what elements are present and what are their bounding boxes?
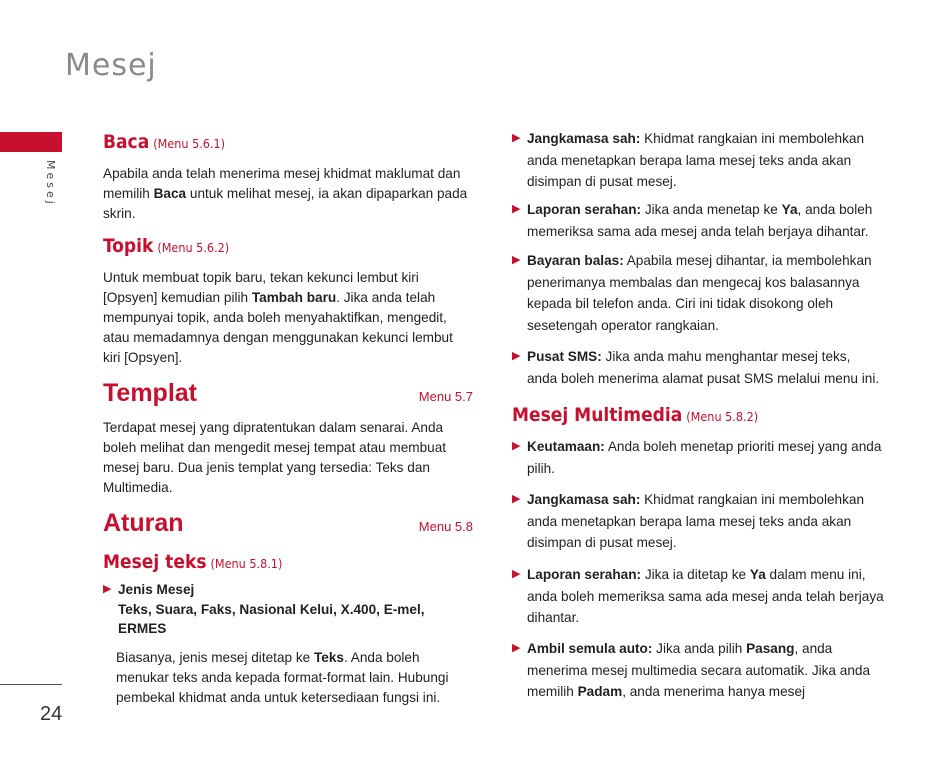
list-item: [512, 638, 884, 703]
text: Khidmat rangkaian ini membolehkan anda menetapkan berapa lama mesej teks anda akan disimpan di pusat mesej.: [527, 131, 865, 189]
section-heading-large: [103, 508, 473, 542]
arrow-bullet-icon: ▶: [512, 254, 521, 266]
bold-text: Tambah baru: [251, 290, 337, 305]
text: Apabila mesej dihantar, ia membolehkan penerimanya membalas dan mengecaj kos balasannya kepada bil telefon anda. Ciri ini tidak disokong oleh sesetengah operator rangkaian.: [527, 253, 872, 333]
text: Khidmat rangkaian ini membolehkan anda menetapkan berapa lama mesej teks anda akan disimpan di pusat mesej.: [527, 492, 865, 550]
text: Biasanya, jenis mesej ditetap ke: [116, 650, 314, 665]
text: , anda menerima hanya mesej: [622, 684, 806, 699]
arrow-bullet-icon: ▶: [512, 350, 521, 362]
list-item: [512, 250, 884, 336]
arrow-bullet-icon: ▶: [512, 642, 521, 654]
side-tab-label: Mesej: [44, 160, 57, 207]
paragraph: [116, 648, 473, 708]
section-baca: [103, 130, 473, 224]
bullet-label: Bayaran balas:: [527, 253, 624, 268]
bullet-label: Jangkamasa sah:: [527, 492, 641, 507]
bold-text: Baca: [153, 186, 187, 201]
menu-ref: (Menu 5.8.2): [686, 409, 759, 424]
section-heading: [103, 234, 473, 260]
text: Jika anda pilih: [652, 641, 747, 656]
chapter-marker-bar: [0, 132, 62, 152]
list-item: [512, 346, 884, 389]
text: dalam menu ini, anda boleh memeriksa sama ada mesej anda telah berjaya dihantar.: [527, 567, 884, 625]
section-heading-large: [103, 378, 473, 412]
chapter-title: Mesej: [65, 48, 157, 83]
bullet-label: Jenis Mesej: [118, 582, 195, 597]
text: untuk melihat mesej, ia akan dipaparkan pada skrin.: [103, 186, 468, 221]
section-heading: [512, 403, 884, 429]
page-number: 24: [40, 703, 63, 725]
section-heading: [103, 130, 473, 156]
section-mesej-teks: [103, 550, 473, 705]
bullet-label: Keutamaan:: [527, 439, 605, 454]
menu-ref: (Menu 5.8.1): [210, 556, 283, 571]
bold-text: Ya: [749, 567, 766, 582]
bullet-label: Pusat SMS:: [527, 349, 602, 364]
section-topik: [103, 234, 473, 368]
text: , anda menerima mesej multimedia secara automatik. Jika anda memilih: [527, 641, 871, 699]
list-item: [512, 489, 884, 554]
bullet-label: Ambil semula auto:: [527, 641, 653, 656]
menu-ref: Menu 5.8: [418, 519, 473, 534]
bullet-label: Laporan serahan:: [527, 567, 642, 582]
heading-text: Mesej Multimedia: [512, 404, 683, 426]
list-item: [103, 580, 473, 639]
heading-text: Mesej teks: [103, 551, 207, 573]
list-item: [512, 128, 884, 193]
arrow-bullet-icon: ▶: [103, 583, 112, 595]
text: . Jika anda telah mempunyai topik, anda boleh menyahaktifkan, mengedit, atau memadamnya dengan menggunakan kekunci lembut kiri [Opsyen].: [103, 290, 453, 365]
text: Jika anda menetap ke: [641, 202, 782, 217]
list-item: [512, 564, 884, 629]
text: , anda boleh memeriksa sama ada mesej anda telah berjaya dihantar.: [527, 202, 873, 239]
list-item: [512, 199, 884, 242]
bullet-options: Teks, Suara, Faks, Nasional Kelui, X.400, E-mel, ERMES: [118, 601, 425, 636]
section-heading: [103, 550, 473, 576]
text: Anda boleh menetap prioriti mesej yang anda pilih.: [527, 439, 882, 476]
bold-text: Ya: [781, 202, 798, 217]
heading-text: Templat: [103, 379, 197, 407]
text: Jika ia ditetap ke: [641, 567, 750, 582]
heading-text: Aturan: [103, 509, 184, 537]
bullet-label: Laporan serahan:: [527, 202, 642, 217]
paragraph: Terdapat mesej yang dipratentukan dalam senarai. Anda boleh melihat dan mengedit mesej tempat atau membuat mesej baru. Dua jenis templat yang tersedia: Teks dan Multimedia.: [103, 420, 447, 495]
arrow-bullet-icon: ▶: [512, 568, 521, 580]
arrow-bullet-icon: ▶: [512, 203, 521, 215]
arrow-bullet-icon: ▶: [512, 440, 521, 452]
list-item: [512, 436, 884, 479]
paragraph: [103, 268, 473, 368]
section-mesej-multimedia: [512, 403, 884, 429]
menu-ref: (Menu 5.6.1): [153, 136, 226, 151]
text: Jika anda mahu menghantar mesej teks, anda boleh menerima alamat pusat SMS melalui menu ini.: [527, 349, 880, 386]
bullet-label: Jangkamasa sah:: [527, 131, 641, 146]
text: . Anda boleh menukar teks anda kepada format-format lain. Hubungi pembekal khidmat anda untuk ketersediaan fungsi ini.: [116, 650, 449, 705]
paragraph: [103, 164, 473, 224]
arrow-bullet-icon: ▶: [512, 493, 521, 505]
heading-text: Baca: [103, 131, 150, 153]
section-aturan: [103, 508, 473, 542]
text: Untuk membuat topik baru, tekan kekunci lembut kiri [Opsyen] kemudian pilih: [103, 270, 419, 305]
bold-text: Pasang: [746, 641, 795, 656]
page-number-rule: [0, 684, 62, 685]
arrow-bullet-icon: ▶: [512, 132, 521, 144]
menu-ref: Menu 5.7: [418, 389, 473, 404]
heading-text: Topik: [103, 235, 154, 257]
bold-text: Teks: [313, 650, 344, 665]
bold-text: Padam: [577, 684, 623, 699]
menu-ref: (Menu 5.6.2): [157, 240, 230, 255]
section-templat: [103, 378, 473, 498]
text: Apabila anda telah menerima mesej khidmat maklumat dan memilih: [103, 166, 461, 201]
